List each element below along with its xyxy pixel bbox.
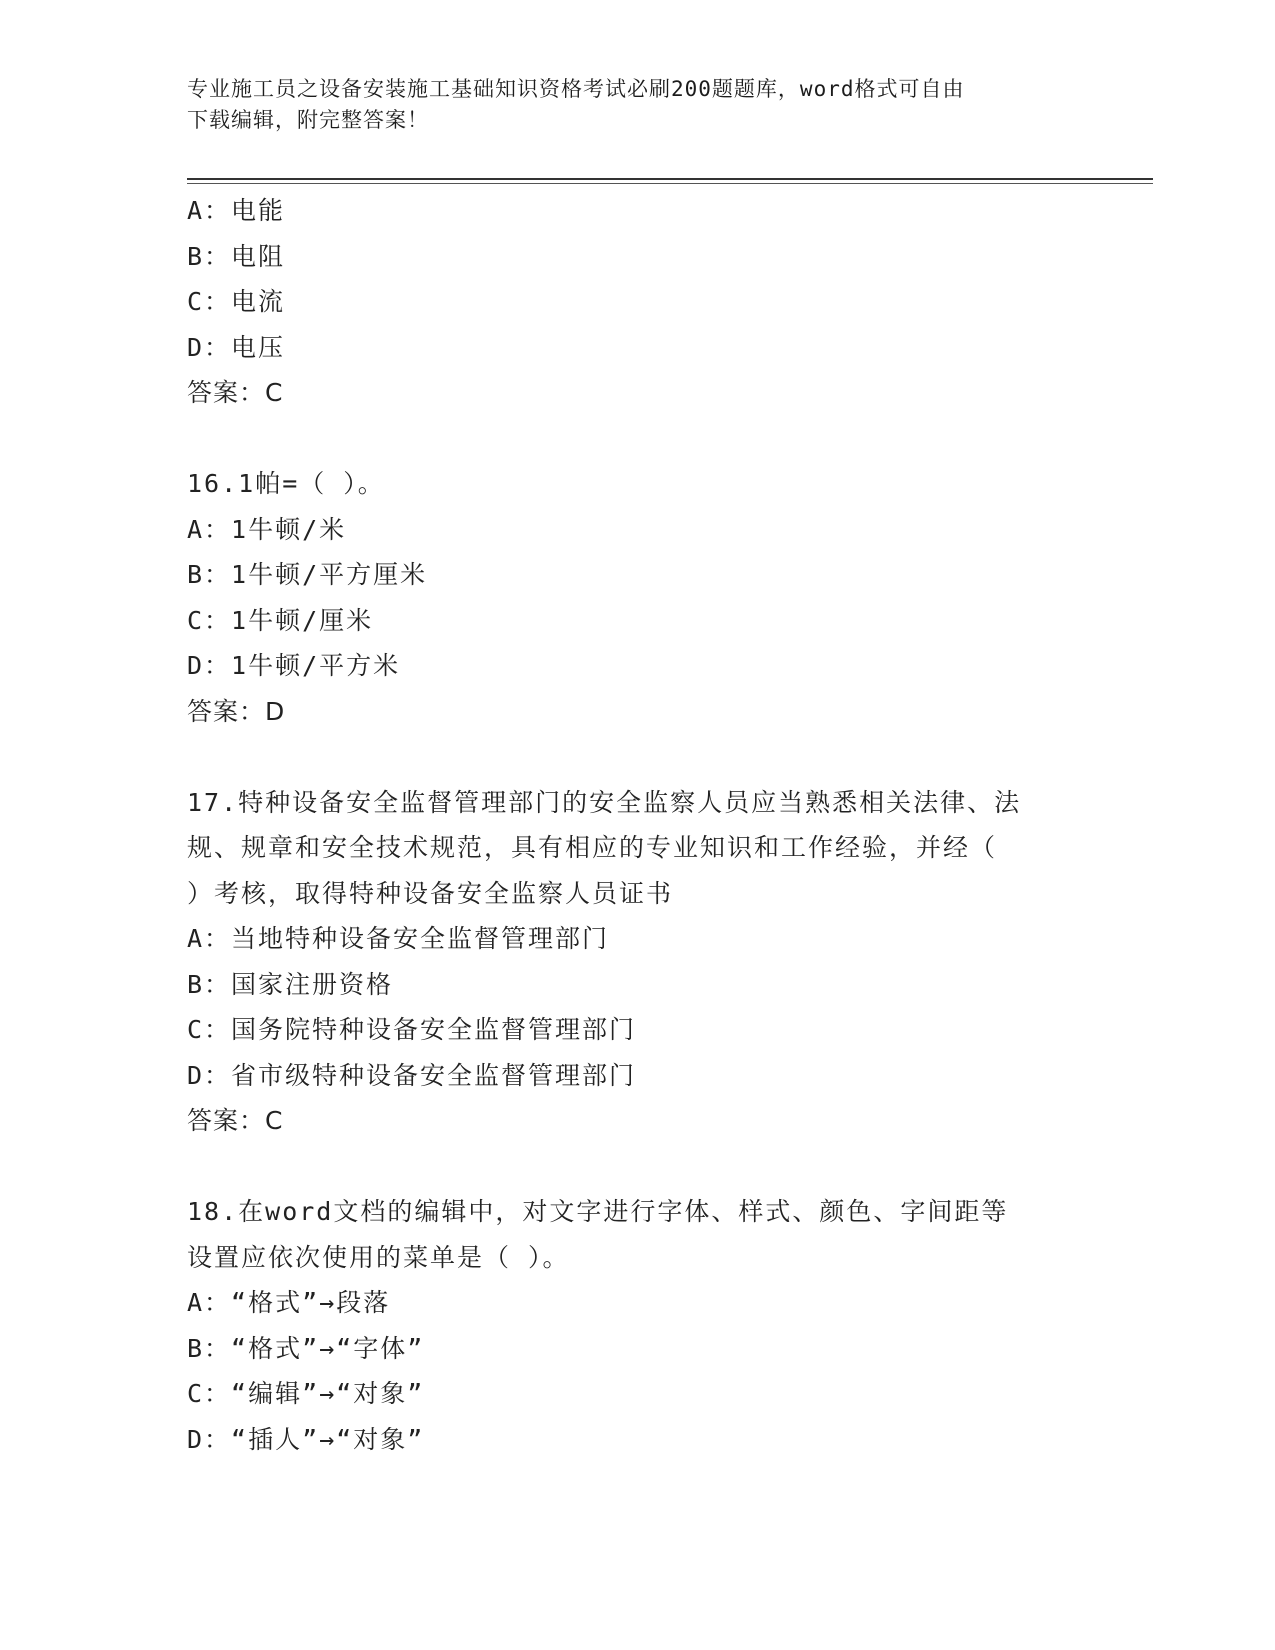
option-d: D：电压 (187, 332, 286, 362)
option-b: B：“格式”→“字体” (187, 1333, 425, 1363)
spacer (187, 416, 1087, 462)
spacer (187, 1144, 1087, 1190)
option-c: C：国务院特种设备安全监督管理部门 (187, 1015, 637, 1044)
answer: 答案：C (187, 378, 284, 407)
document-header (187, 74, 1067, 136)
question-text: 16.1帕=（ ）。 (187, 469, 385, 498)
question-16 (187, 461, 1087, 734)
option-d: D：1牛顿/平方米 (187, 651, 401, 680)
answer: 答案：C (187, 1106, 284, 1135)
option-b: B：国家注册资格 (187, 969, 394, 999)
header-rule-thick (187, 178, 1153, 180)
option-a: A：1牛顿/米 (187, 514, 347, 544)
option-b: B：1牛顿/平方厘米 (187, 560, 428, 589)
option-a: A：电能 (187, 196, 286, 225)
option-a: A：“格式”→段落 (187, 1288, 391, 1317)
question-list (187, 188, 1087, 1462)
question-text-line-2: 规、规章和安全技术规范，具有相应的专业知识和工作经验，并经（ (187, 833, 998, 862)
header-line-1: 专业施工员之设备安装施工基础知识资格考试必刷200题题库，word格式可自由 (187, 77, 965, 101)
option-d: D：“插人”→“对象” (187, 1424, 425, 1454)
question-text-line-1: 18.在word文档的编辑中，对文字进行字体、样式、颜色、字间距等 (187, 1197, 1009, 1226)
question-18 (187, 1189, 1087, 1462)
spacer (187, 734, 1087, 780)
option-a: A：当地特种设备安全监督管理部门 (187, 924, 610, 953)
question-text-line-3: ）考核，取得特种设备安全监察人员证书 (187, 878, 674, 908)
option-c: C：“编辑”→“对象” (187, 1379, 425, 1408)
question-text-line-2: 设置应依次使用的菜单是（ ）。 (187, 1242, 570, 1272)
header-line-2: 下载编辑，附完整答案！ (187, 108, 429, 132)
answer: 答案：D (187, 696, 286, 726)
option-b: B：电阻 (187, 241, 286, 271)
question-text-line-1: 17.特种设备安全监督管理部门的安全监察人员应当熟悉相关法律、法 (187, 787, 1022, 817)
header-rule-thin (187, 183, 1153, 184)
question-17 (187, 780, 1087, 1144)
option-c: C：电流 (187, 287, 286, 316)
option-c: C：1牛顿/厘米 (187, 605, 374, 635)
question-15 (187, 188, 1087, 416)
option-d: D：省市级特种设备安全监督管理部门 (187, 1060, 637, 1090)
